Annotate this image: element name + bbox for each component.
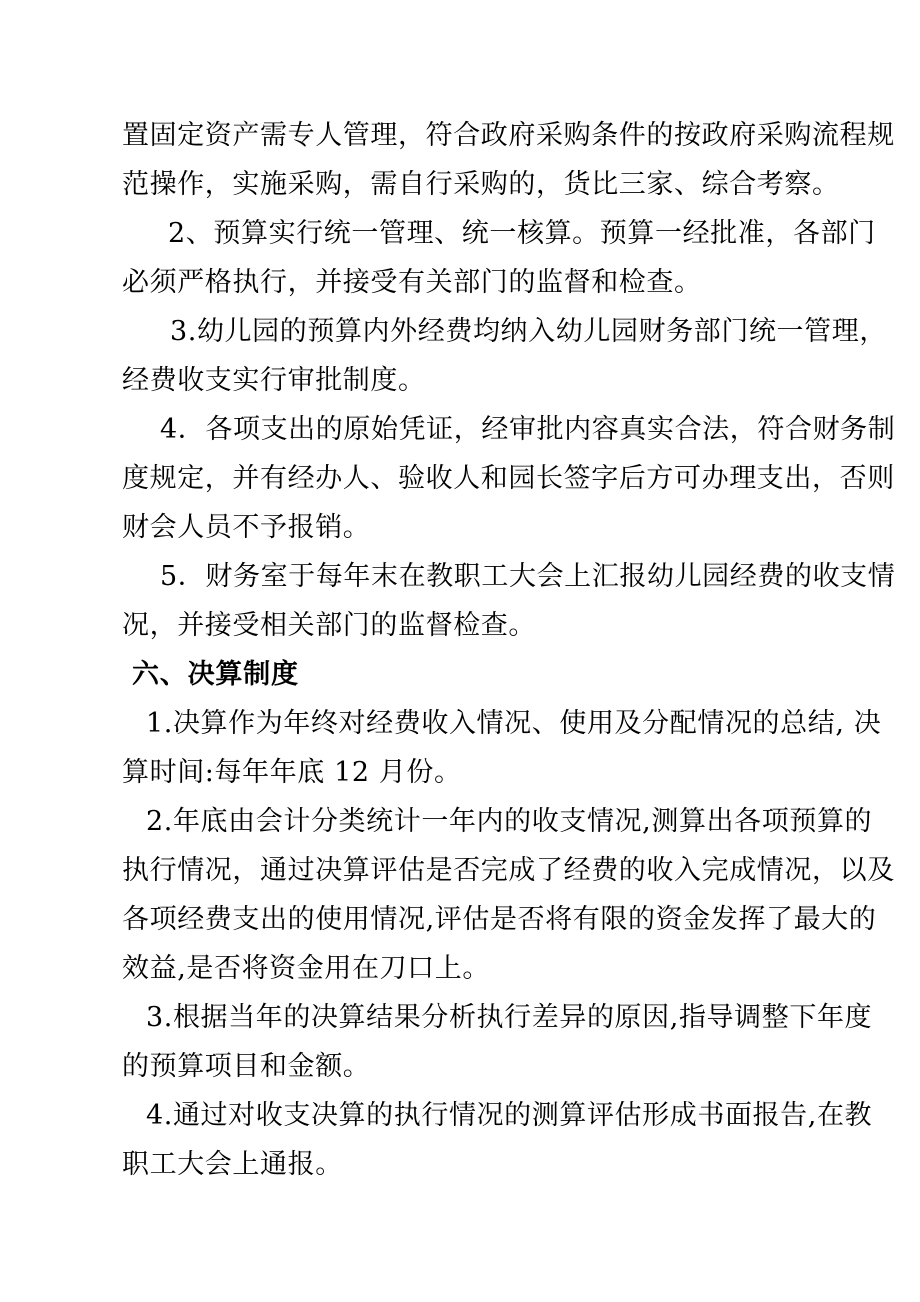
- text-line: 效益,是否将资金用在刀口上。: [122, 953, 490, 984]
- text-line: 置固定资产需专人管理，符合政府采购条件的按政府采购流程规: [122, 120, 895, 151]
- text-line: 3.根据当年的决算结果分析执行差异的原因,指导调整下年度: [146, 1002, 873, 1033]
- text-line: 执行情况，通过决算评估是否完成了经费的收入完成情况，以及: [122, 855, 895, 886]
- text-line: 范操作，实施采购，需自行采购的，货比三家、综合考察。: [122, 169, 840, 200]
- text-line: 2、预算实行统一管理、统一核算。预算一经批准，各部门: [168, 218, 876, 249]
- text-line: 经费收支实行审批制度。: [122, 365, 426, 396]
- text-line: 各项经费支出的使用情况,评估是否将有限的资金发挥了最大的: [122, 904, 877, 935]
- text-line: 职工大会上通报。: [122, 1149, 343, 1180]
- text-line: 4．各项支出的原始凭证，经审批内容真实合法，符合财务制: [160, 414, 896, 445]
- text-line: 度规定，并有经办人、验收人和园长签字后方可办理支出，否则: [122, 463, 895, 494]
- text-line: 2.年底由会计分类统计一年内的收支情况,测算出各项预算的: [146, 806, 873, 837]
- text-line: 1.决算作为年终对经费收入情况、使用及分配情况的总结, 决: [146, 708, 882, 739]
- text-line: 4.通过对收支决算的执行情况的测算评估形成书面报告,在教: [146, 1100, 873, 1131]
- text-line: 况，并接受相关部门的监督检查。: [122, 610, 536, 641]
- text-line: 的预算项目和金额。: [122, 1051, 371, 1082]
- text-line: 3.幼儿园的预算内外经费均纳入幼儿园财务部门统一管理，: [170, 316, 887, 347]
- text-line: 必须严格执行，并接受有关部门的监督和检查。: [122, 267, 702, 298]
- section-heading: 六、决算制度: [132, 659, 299, 690]
- text-line: 5．财务室于每年末在教职工大会上汇报幼儿园经费的收支情: [160, 561, 896, 592]
- text-line: 算时间:每年年底 12 月份。: [122, 757, 462, 788]
- text-line: 财会人员不予报销。: [122, 512, 371, 543]
